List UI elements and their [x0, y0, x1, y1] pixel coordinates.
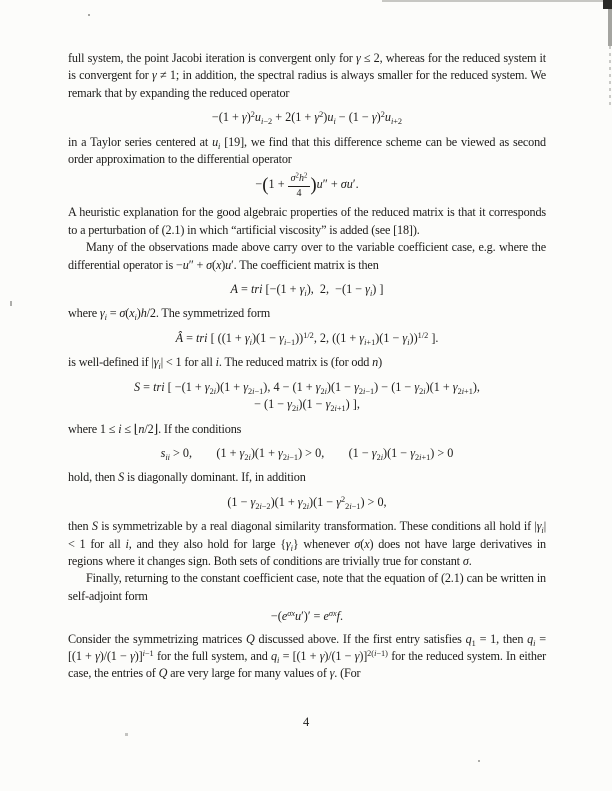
scan-artifact-speck	[478, 760, 480, 762]
scan-artifact-speck	[10, 301, 12, 306]
equation-additional-condition: $(1 - \gamma_{2i-2})(1 + \gamma_{2i})(1 - \gamma^2_{2i-1}) > 0$,	[227, 494, 387, 511]
scan-artifact-speck	[88, 14, 90, 16]
equation-differential-operator: −(1 + $\frac{\sigma^2h^2}{4}$ )u″ + σu′.	[255, 173, 359, 199]
paragraph-conditions-intro: where 1 ≤ i ≤ ⌊n/2⌋. If the conditions	[68, 421, 242, 436]
paragraph-symmetrized-form: where $\gamma_i = \sigma(x_i)h/2$. The symmetrized form	[68, 306, 271, 323]
scan-artifact-top-smear	[382, 0, 612, 2]
equation-symmetrized-matrix: Â = tri [ $((1 + \gamma_i)(1 - \gamma_{i-1}))^{1/2}$, 2, $((1 + \gamma_{i+1})(1 - \gamma_i))^{1/2}$ ].	[175, 330, 439, 347]
paragraph-finally: Finally, returning to the constant coefficient case, note that the equation of (2.1) can be written in self-adjoint form	[68, 571, 546, 603]
equation-dominance-conditions: $s_{ii} > 0$, $(1 + \gamma_{2i})(1 + \gamma_{2i-1}) > 0$, $(1 - \gamma_{2i})(1 - \gamma_{2i+1}) > 0$	[160, 445, 454, 462]
equation-coefficient-matrix: A = tri [$-(1 + \gamma_i)$, 2, $-(1 - \gamma_i)$ ]	[230, 282, 384, 298]
scan-artifact-corner-mark	[603, 0, 612, 9]
page-number: 4	[302, 715, 310, 729]
paragraph-well-defined: is well-defined if $|\gamma_i| < 1$ for all i. The reduced matrix is (for odd n)	[68, 355, 382, 372]
equation-reduced-operator: $-(1 + \gamma)^2u_{i-2} + 2(1 + \gamma^2)u_i - (1 - \gamma)^2u_{i+2}$	[211, 110, 403, 127]
equation-reduced-matrix	[68, 379, 546, 414]
scan-artifact-right-dots	[609, 46, 611, 106]
page-content	[68, 50, 546, 683]
paragraph-intro: full system, the point Jacobi iteration is convergent only for γ ≤ 2, whereas for the reduced system it is convergent for γ ≠ 1; in addition, the spectral radius is always smaller for the reduced system. We remark that by expanding the reduced operator	[68, 51, 546, 100]
scan-artifact-speck	[125, 733, 128, 736]
paragraph-symmetrizing-matrices: Consider the symmetrizing matrices Q discussed above. If the first entry satisfies $q_1 = 1$, then $q_i = [(1 + \gamma)/(1 - \gamma)]^{i-1}$ for the full system, and $q_i = [(1 + \gamma)/(1 - \gamma)]^{2(i-1)}$ for the reduced system. In either case, the entries of Q are very large for many values of γ. (For	[68, 631, 547, 681]
paragraph-variable-coefficient: Many of the observations made above carry over to the variable coefficient case, e.g. where the differential operator is −u″ + σ(x)u′. The coefficient matrix is then	[68, 240, 546, 272]
equation-reduced-matrix-line2: − $(1 - \gamma_{2i})(1 - \gamma_{2i+1})$ ],	[254, 397, 360, 413]
paragraph-diagonally-dominant: hold, then S is diagonally dominant. If, in addition	[68, 470, 306, 485]
paragraph-symmetrizable: then S is symmetrizable by a real diagonal similarity transformation. These conditions all hold if $|\gamma_i| < 1$ for all i, and they also hold for large $\{\gamma_i\}$ whenever σ(x) does not have large derivatives in regions where it changes sign. Both sets of conditions are trivially true for constant σ.	[68, 519, 546, 568]
equation-reduced-matrix-line1: S = tri [ $-(1 + \gamma_{2i})(1 + \gamma_{2i-1})$, $4 - (1 + \gamma_{2i})(1 - \gamma_{2i-1}) - (1 - \gamma_{2i})(1 + \gamma_{2i+1})$,	[134, 379, 480, 396]
equation-self-adjoint: $-(e^{\sigma x}u')' = e^{\sigma x}f$.	[270, 609, 344, 624]
paragraph-heuristic: A heuristic explanation for the good algebraic properties of the reduced matrix is that it corresponds to a perturbation of (2.1) in which “artificial viscosity” is added (see [18]).	[68, 205, 546, 237]
scan-artifact-right-strip	[608, 0, 612, 46]
paragraph-taylor-series: in a Taylor series centered at $u_i$ [19], we find that this difference scheme can be viewed as second order approximation to the differential operator	[68, 134, 546, 167]
